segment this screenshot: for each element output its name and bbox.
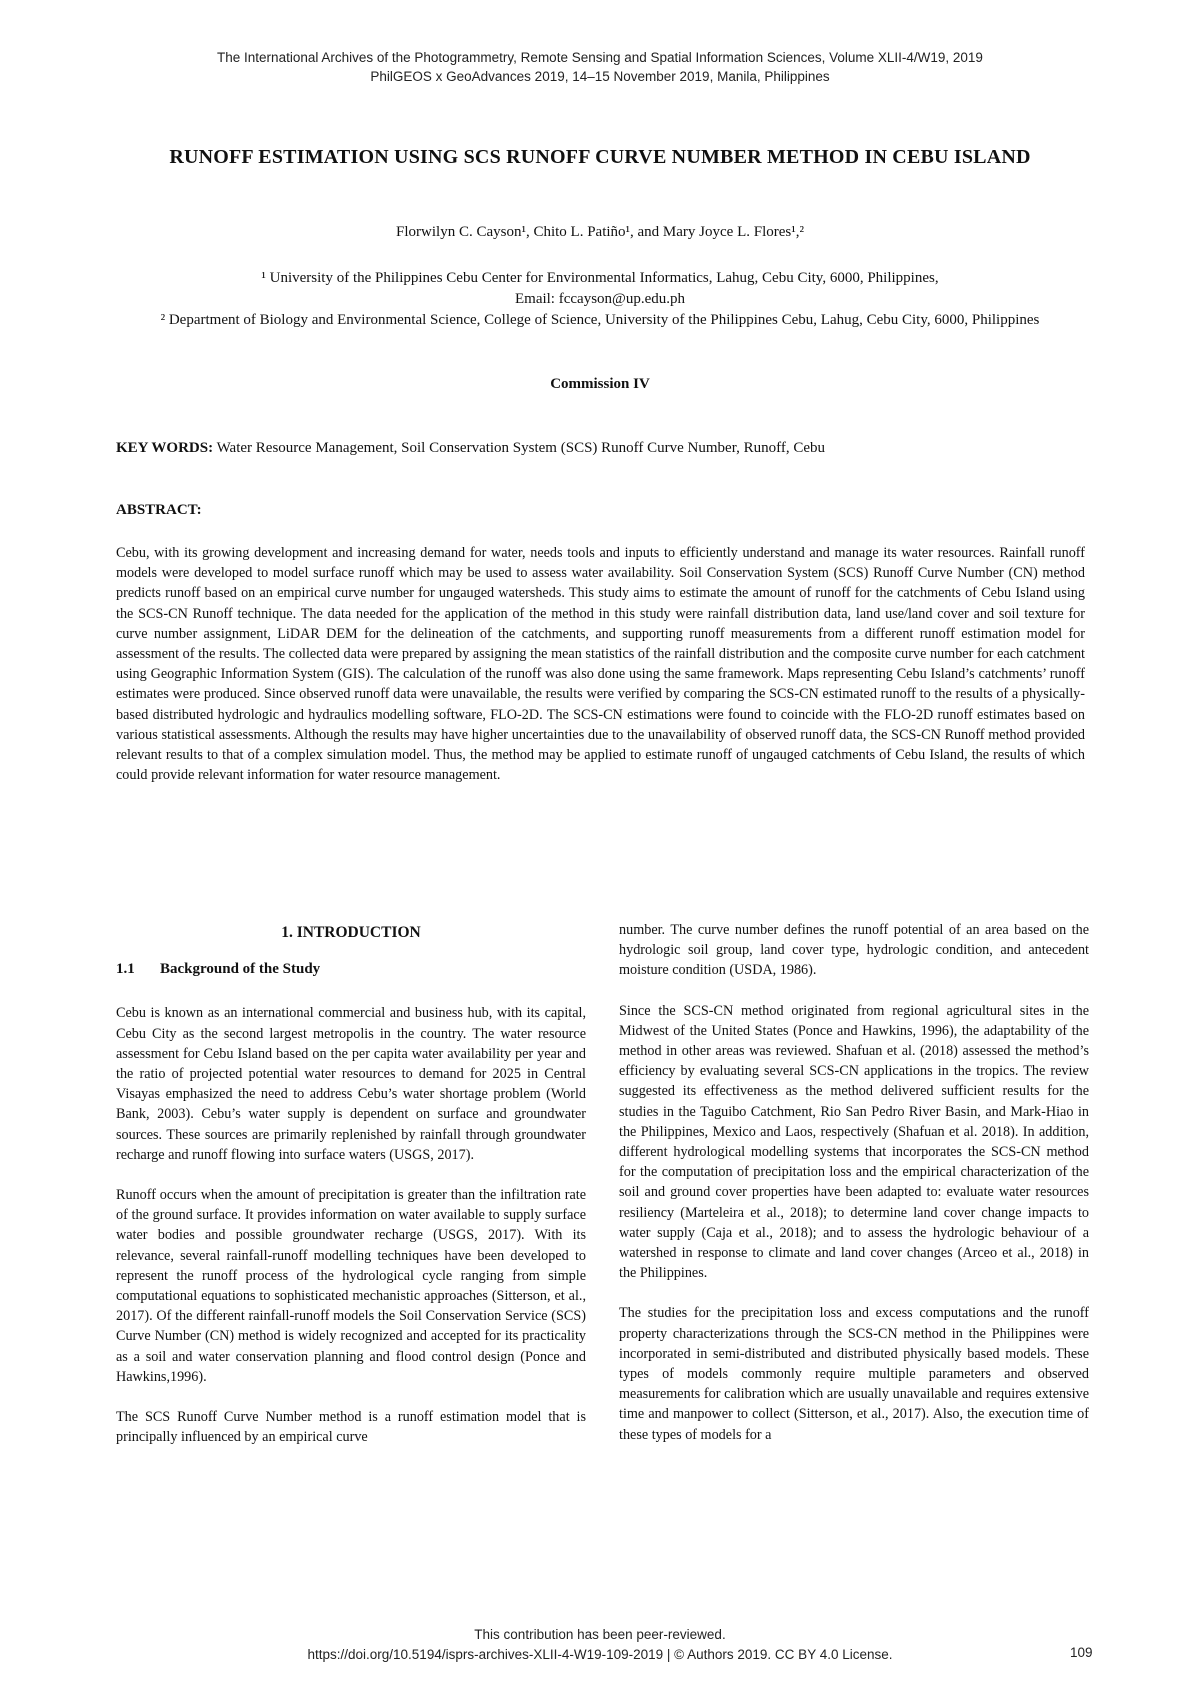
affiliation-1-email[interactable]: Email: fccayson@up.edu.ph: [514, 291, 686, 307]
left-column: [116, 923, 586, 1467]
abstract-heading: ABSTRACT:: [116, 502, 202, 518]
journal-header: [0, 48, 1200, 86]
journal-header-line-2: PhilGEOS x GeoAdvances 2019, 14–15 November 2019, Manila, Philippines: [370, 69, 830, 84]
affiliation-2: ² Department of Biology and Environmental Science, College of Science, University of the Philippines Cebu, Lahug, Cebu City, 6000, Philippines: [160, 312, 1040, 328]
abstract-text: Cebu, with its growing development and increasing demand for water, needs tools and inputs to efficiently understand and manage its water resources. Rainfall runoff models were developed to model surface runoff which may be used to assess water availability. Soil Conservation System (SCS) Runoff Curve Number (CN) method predicts runoff based on an empirical curve number for ungauged watersheds. This study aims to estimate the amount of runoff for the catchments of Cebu Island using the SCS-CN Runoff technique. The data needed for the application of the method in this study were rainfall distribution data, land use/land cover and soil texture for curve number assignment, LiDAR DEM for the delineation of the catchments, and supporting runoff measurements from a different runoff estimation model for assessment of the results. The collected data were prepared by assigning the mean statistics of the rainfall distribution and the composite curve number for each catchment using Geographic Information System (GIS). The calculation of the runoff was also done using the same framework. Maps representing Cebu Island’s catchments’ runoff estimates were produced. Since observed runoff data were unavailable, the results were verified by comparing the SCS-CN estimated runoff to the results of a physically-based distributed hydrologic and hydraulics modelling software, FLO-2D. The SCS-CN estimations were found to coincide with the FLO-2D runoff estimates based on various statistical assessments. Although the results may have higher uncertainties due to the unavailability of observed runoff data, the SCS-CN Runoff method provided relevant results to that of a complex simulation model. Thus, the method may be applied to estimate runoff of ungauged catchments of Cebu Island, the results of which could provide relevant information for water resource management.: [116, 545, 1085, 784]
keywords-text: Water Resource Management, Soil Conservation System (SCS) Runoff Curve Number, Runoff, Cebu: [216, 440, 825, 456]
peer-review-note: This contribution has been peer-reviewed.: [474, 1627, 726, 1642]
commission-label: Commission IV: [550, 376, 650, 392]
page-footer: [0, 1625, 1200, 1665]
page-number: 109: [1070, 1645, 1093, 1660]
subsection-heading: [116, 959, 586, 979]
paragraph: Cebu is known as an international commercial and business hub, with its capital, Cebu City as the second largest metropolis in the country. The water resource assessment for Cebu Island based on the per capita water availability per year and the ratio of projected potential water resources to demand for 2025 in Central Visayas emphasized the need to address Cebu’s water shortage problem (World Bank, 2003). Cebu’s water supply is dependent on surface and groundwater sources. These sources are primarily replenished by rainfall through groundwater recharge and runoff flowing into surface waters (USGS, 2017).: [116, 1005, 586, 1163]
paragraph: Runoff occurs when the amount of precipitation is greater than the infiltration rate of the ground surface. It provides information on water available to supply surface water bodies and possible groundwater recharge (USGS, 2017). With its relevance, several rainfall-runoff modelling techniques have been developed to represent the runoff process of the hydrological cycle ranging from simple computational equations to sophisticated mechanistic approaches (Sitterson, et al., 2017). Of the different rainfall-runoff models the Soil Conservation Service (SCS) Curve Number (CN) method is widely recognized and accepted for its practicality as a soil and water conservation planning and flood control design (Ponce and Hawkins,1996).: [116, 1187, 586, 1385]
paragraph: The studies for the precipitation loss and excess computations and the runoff property characterizations through the SCS-CN method in the Philippines were incorporated in semi-distributed and distributed physically based models. These types of models commonly require multiple parameters and observed measurements for calibration which are usually unavailable and requires extensive time and manpower to collect (Sitterson, et al., 2017). Also, the execution time of these types of models for a: [619, 1305, 1089, 1443]
affiliation-1: ¹ University of the Philippines Cebu Center for Environmental Informatics, Lahug, Cebu City, 6000, Philippines,: [261, 270, 939, 286]
paragraph: Since the SCS-CN method originated from regional agricultural sites in the Midwest of the United States (Ponce and Hawkins, 1996), the adaptability of the method in other areas was reviewed. Shafuan et al. (2018) assessed the method’s efficiency by evaluating several SCS-CN applications in the tropics. The review suggested its effectiveness as the method delivered sufficient results for the studies in the Taguibo Catchment, Rio San Pedro River Basin, and Mark-Hiao in the Philippines, Mexico and Laos, respectively (Shafuan et al. 2018). In addition, different hydrological modelling systems that incorporates the SCS-CN method for the computation of precipitation loss and the empirical characterization of the soil and ground cover properties have been adapted to: evaluate water resources resiliency (Marteleira et al., 2018); to determine land cover change impacts to water supply (Caja et al., 2018); and to assess the hydrologic behaviour of a watershed in response to climate and land cover changes (Arceo et al., 2018) in the Philippines.: [619, 1002, 1089, 1282]
subsection-number: 1.1: [116, 961, 135, 978]
doi-license-line[interactable]: https://doi.org/10.5194/isprs-archives-XLII-4-W19-109-2019 | © Authors 2019. CC BY 4.0 License.: [307, 1647, 893, 1662]
keywords-line: [116, 440, 1086, 457]
paper-title: RUNOFF ESTIMATION USING SCS RUNOFF CURVE NUMBER METHOD IN CEBU ISLAND: [169, 146, 1031, 168]
paragraph: The SCS Runoff Curve Number method is a runoff estimation model that is principally influenced by an empirical curve: [116, 1409, 586, 1446]
affiliations: [110, 268, 1090, 331]
subsection-title: Background of the Study: [160, 961, 321, 978]
author-list: Florwilyn C. Cayson¹, Chito L. Patiño¹, and Mary Joyce L. Flores¹,²: [396, 224, 804, 240]
section-heading-introduction: 1. INTRODUCTION: [281, 924, 421, 941]
keywords-label: KEY WORDS:: [116, 440, 214, 456]
right-column: [619, 920, 1089, 1465]
paragraph: number. The curve number defines the runoff potential of an area based on the hydrologic soil group, land cover type, hydrologic condition, and antecedent moisture condition (USDA, 1986).: [619, 922, 1089, 979]
journal-header-line-1: The International Archives of the Photogrammetry, Remote Sensing and Spatial Information Sciences, Volume XLII-4/W19, 2019: [217, 50, 983, 65]
